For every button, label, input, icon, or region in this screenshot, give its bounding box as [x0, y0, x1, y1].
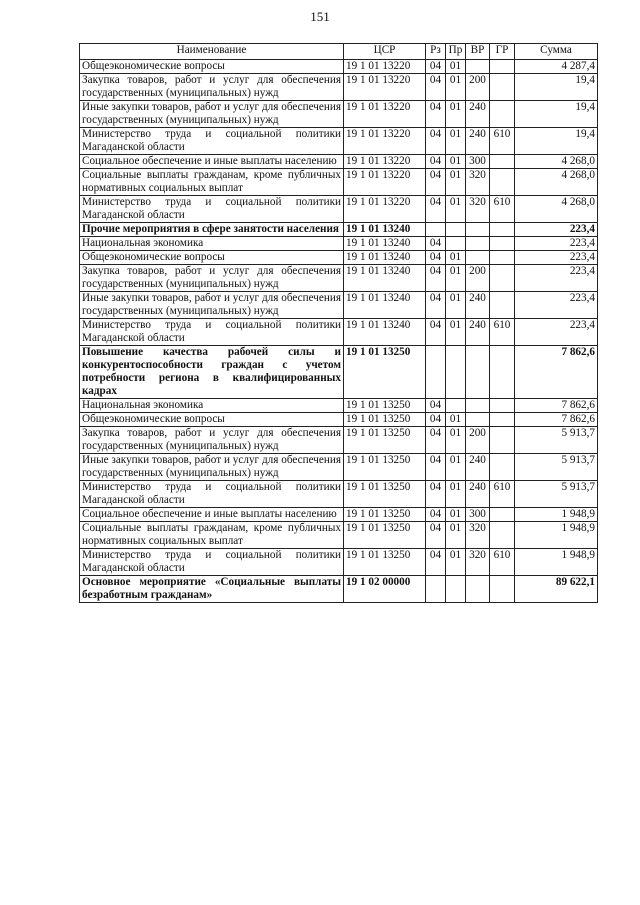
- cell-sum: 223,4: [515, 265, 598, 292]
- table-row: [80, 101, 598, 128]
- cell-gr: [490, 251, 515, 265]
- cell-rz: 04: [426, 60, 446, 74]
- cell-gr: 610: [490, 549, 515, 576]
- table-row: [80, 292, 598, 319]
- cell-name: Иные закупки товаров, работ и услуг для обеспечения государственных (муниципальных) нужд: [80, 292, 344, 319]
- cell-gr: [490, 169, 515, 196]
- cell-pr: 01: [446, 265, 466, 292]
- cell-rz: 04: [426, 237, 446, 251]
- cell-vr: 320: [466, 169, 490, 196]
- cell-vr: [466, 576, 490, 603]
- cell-name: Министерство труда и социальной политики Магаданской области: [80, 481, 344, 508]
- cell-pr: 01: [446, 522, 466, 549]
- table-row: [80, 196, 598, 223]
- cell-rz: [426, 346, 446, 399]
- cell-name: Социальное обеспечение и иные выплаты населению: [80, 155, 344, 169]
- cell-vr: 320: [466, 196, 490, 223]
- cell-csr: 19 1 01 13220: [344, 60, 426, 74]
- table-row: [80, 128, 598, 155]
- cell-name: Общеэкономические вопросы: [80, 251, 344, 265]
- cell-csr: 19 1 01 13250: [344, 427, 426, 454]
- cell-pr: [446, 346, 466, 399]
- cell-pr: 01: [446, 481, 466, 508]
- cell-gr: [490, 223, 515, 237]
- cell-pr: 01: [446, 155, 466, 169]
- cell-pr: 01: [446, 74, 466, 101]
- table-row: [80, 508, 598, 522]
- cell-gr: [490, 237, 515, 251]
- cell-rz: 04: [426, 196, 446, 223]
- header-rz: Рз: [426, 44, 446, 60]
- cell-sum: 5 913,7: [515, 481, 598, 508]
- table-row: [80, 155, 598, 169]
- cell-vr: 320: [466, 522, 490, 549]
- cell-gr: [490, 522, 515, 549]
- cell-sum: 1 948,9: [515, 549, 598, 576]
- cell-pr: [446, 223, 466, 237]
- page-number: 151: [310, 9, 330, 24]
- table-row: [80, 237, 598, 251]
- cell-pr: 01: [446, 454, 466, 481]
- cell-name: Социальное обеспечение и иные выплаты населению: [80, 508, 344, 522]
- cell-name: Министерство труда и социальной политики Магаданской области: [80, 196, 344, 223]
- cell-name: Закупка товаров, работ и услуг для обеспечения государственных (муниципальных) нужд: [80, 265, 344, 292]
- header-gr: ГР: [490, 44, 515, 60]
- cell-gr: [490, 155, 515, 169]
- table-row: [80, 74, 598, 101]
- cell-pr: 01: [446, 169, 466, 196]
- cell-name: Национальная экономика: [80, 237, 344, 251]
- cell-gr: [490, 454, 515, 481]
- header-sum: Сумма: [515, 44, 598, 60]
- cell-name: Прочие мероприятия в сфере занятости населения: [80, 223, 344, 237]
- cell-sum: 4 287,4: [515, 60, 598, 74]
- cell-gr: [490, 508, 515, 522]
- cell-rz: 04: [426, 101, 446, 128]
- cell-csr: 19 1 01 13220: [344, 155, 426, 169]
- table-row: [80, 251, 598, 265]
- cell-vr: [466, 413, 490, 427]
- cell-vr: 200: [466, 74, 490, 101]
- cell-vr: [466, 251, 490, 265]
- cell-sum: 1 948,9: [515, 508, 598, 522]
- cell-gr: [490, 576, 515, 603]
- cell-csr: 19 1 01 13240: [344, 251, 426, 265]
- cell-vr: 200: [466, 265, 490, 292]
- cell-name: Национальная экономика: [80, 399, 344, 413]
- cell-vr: [466, 60, 490, 74]
- cell-vr: [466, 399, 490, 413]
- cell-sum: 4 268,0: [515, 196, 598, 223]
- cell-pr: 01: [446, 101, 466, 128]
- cell-sum: 223,4: [515, 251, 598, 265]
- cell-pr: 01: [446, 508, 466, 522]
- cell-vr: 320: [466, 549, 490, 576]
- cell-csr: 19 1 01 13240: [344, 265, 426, 292]
- table-row: [80, 346, 598, 399]
- cell-csr: 19 1 02 00000: [344, 576, 426, 603]
- cell-sum: 19,4: [515, 128, 598, 155]
- cell-sum: 223,4: [515, 223, 598, 237]
- cell-rz: 04: [426, 413, 446, 427]
- cell-csr: 19 1 01 13250: [344, 549, 426, 576]
- cell-sum: 19,4: [515, 74, 598, 101]
- cell-csr: 19 1 01 13240: [344, 319, 426, 346]
- header-pr: Пр: [446, 44, 466, 60]
- cell-rz: 04: [426, 169, 446, 196]
- cell-sum: 5 913,7: [515, 427, 598, 454]
- cell-csr: 19 1 01 13250: [344, 481, 426, 508]
- cell-name: Министерство труда и социальной политики Магаданской области: [80, 128, 344, 155]
- cell-gr: [490, 60, 515, 74]
- table-row: [80, 454, 598, 481]
- table-row: [80, 549, 598, 576]
- cell-rz: 04: [426, 319, 446, 346]
- cell-pr: 01: [446, 128, 466, 155]
- cell-pr: 01: [446, 292, 466, 319]
- cell-csr: 19 1 01 13250: [344, 346, 426, 399]
- cell-sum: 89 622,1: [515, 576, 598, 603]
- cell-vr: 300: [466, 508, 490, 522]
- cell-gr: 610: [490, 128, 515, 155]
- cell-csr: 19 1 01 13220: [344, 169, 426, 196]
- cell-rz: 04: [426, 427, 446, 454]
- table-row: [80, 223, 598, 237]
- cell-vr: [466, 223, 490, 237]
- cell-rz: [426, 223, 446, 237]
- cell-gr: 610: [490, 319, 515, 346]
- cell-csr: 19 1 01 13220: [344, 74, 426, 101]
- cell-rz: 04: [426, 155, 446, 169]
- cell-rz: 04: [426, 522, 446, 549]
- cell-sum: 223,4: [515, 237, 598, 251]
- cell-csr: 19 1 01 13250: [344, 399, 426, 413]
- cell-csr: 19 1 01 13250: [344, 522, 426, 549]
- table-row: [80, 265, 598, 292]
- cell-sum: 19,4: [515, 101, 598, 128]
- table-body: [80, 60, 598, 603]
- cell-gr: 610: [490, 481, 515, 508]
- cell-gr: [490, 292, 515, 319]
- cell-gr: [490, 346, 515, 399]
- cell-pr: 01: [446, 319, 466, 346]
- cell-sum: 7 862,6: [515, 346, 598, 399]
- cell-pr: 01: [446, 196, 466, 223]
- cell-name: Иные закупки товаров, работ и услуг для обеспечения государственных (муниципальных) нужд: [80, 101, 344, 128]
- header-name: Наименование: [80, 44, 344, 60]
- cell-vr: 240: [466, 128, 490, 155]
- cell-vr: 300: [466, 155, 490, 169]
- cell-name: Повышение качества рабочей силы и конкурентоспособности граждан с учетом потребности региона в квалифицированных кадрах: [80, 346, 344, 399]
- cell-name: Основное мероприятие «Социальные выплаты безработным гражданам»: [80, 576, 344, 603]
- cell-vr: [466, 346, 490, 399]
- cell-sum: 4 268,0: [515, 155, 598, 169]
- cell-pr: 01: [446, 413, 466, 427]
- cell-csr: 19 1 01 13240: [344, 223, 426, 237]
- cell-vr: 240: [466, 319, 490, 346]
- cell-pr: [446, 399, 466, 413]
- cell-name: Иные закупки товаров, работ и услуг для обеспечения государственных (муниципальных) нужд: [80, 454, 344, 481]
- cell-csr: 19 1 01 13220: [344, 128, 426, 155]
- cell-name: Общеэкономические вопросы: [80, 60, 344, 74]
- cell-vr: [466, 237, 490, 251]
- cell-sum: 4 268,0: [515, 169, 598, 196]
- cell-csr: 19 1 01 13250: [344, 454, 426, 481]
- cell-pr: 01: [446, 251, 466, 265]
- table-row: [80, 399, 598, 413]
- header-vr: ВР: [466, 44, 490, 60]
- cell-pr: [446, 237, 466, 251]
- cell-pr: 01: [446, 60, 466, 74]
- cell-rz: 04: [426, 128, 446, 155]
- cell-gr: [490, 413, 515, 427]
- cell-gr: [490, 101, 515, 128]
- header-csr: ЦСР: [344, 44, 426, 60]
- cell-pr: 01: [446, 427, 466, 454]
- table-row: [80, 60, 598, 74]
- cell-name: Министерство труда и социальной политики Магаданской области: [80, 319, 344, 346]
- table-row: [80, 522, 598, 549]
- cell-csr: 19 1 01 13240: [344, 237, 426, 251]
- cell-csr: 19 1 01 13240: [344, 292, 426, 319]
- cell-rz: 04: [426, 74, 446, 101]
- cell-name: Социальные выплаты гражданам, кроме публичных нормативных социальных выплат: [80, 169, 344, 196]
- cell-vr: 200: [466, 427, 490, 454]
- cell-rz: 04: [426, 454, 446, 481]
- cell-pr: [446, 576, 466, 603]
- cell-name: Закупка товаров, работ и услуг для обеспечения государственных (муниципальных) нужд: [80, 74, 344, 101]
- cell-vr: 240: [466, 481, 490, 508]
- cell-rz: 04: [426, 251, 446, 265]
- cell-sum: 7 862,6: [515, 413, 598, 427]
- cell-vr: 240: [466, 454, 490, 481]
- cell-rz: 04: [426, 481, 446, 508]
- cell-csr: 19 1 01 13220: [344, 196, 426, 223]
- cell-sum: 7 862,6: [515, 399, 598, 413]
- cell-gr: [490, 74, 515, 101]
- cell-gr: [490, 399, 515, 413]
- cell-sum: 5 913,7: [515, 454, 598, 481]
- cell-sum: 223,4: [515, 319, 598, 346]
- cell-name: Закупка товаров, работ и услуг для обеспечения государственных (муниципальных) нужд: [80, 427, 344, 454]
- table-row: [80, 481, 598, 508]
- cell-rz: 04: [426, 399, 446, 413]
- cell-vr: 240: [466, 101, 490, 128]
- cell-gr: [490, 265, 515, 292]
- cell-vr: 240: [466, 292, 490, 319]
- cell-rz: 04: [426, 265, 446, 292]
- cell-sum: 223,4: [515, 292, 598, 319]
- budget-table: [79, 43, 598, 603]
- cell-rz: 04: [426, 508, 446, 522]
- table-row: [80, 413, 598, 427]
- cell-name: Общеэкономические вопросы: [80, 413, 344, 427]
- cell-csr: 19 1 01 13220: [344, 101, 426, 128]
- cell-rz: 04: [426, 549, 446, 576]
- table-row: [80, 427, 598, 454]
- cell-rz: 04: [426, 292, 446, 319]
- table-row: [80, 169, 598, 196]
- cell-sum: 1 948,9: [515, 522, 598, 549]
- cell-name: Социальные выплаты гражданам, кроме публичных нормативных социальных выплат: [80, 522, 344, 549]
- cell-name: Министерство труда и социальной политики Магаданской области: [80, 549, 344, 576]
- cell-rz: [426, 576, 446, 603]
- cell-gr: 610: [490, 196, 515, 223]
- table-row: [80, 576, 598, 603]
- cell-gr: [490, 427, 515, 454]
- cell-csr: 19 1 01 13250: [344, 508, 426, 522]
- table-row: [80, 319, 598, 346]
- cell-csr: 19 1 01 13250: [344, 413, 426, 427]
- cell-pr: 01: [446, 549, 466, 576]
- table-header-row: [80, 44, 598, 60]
